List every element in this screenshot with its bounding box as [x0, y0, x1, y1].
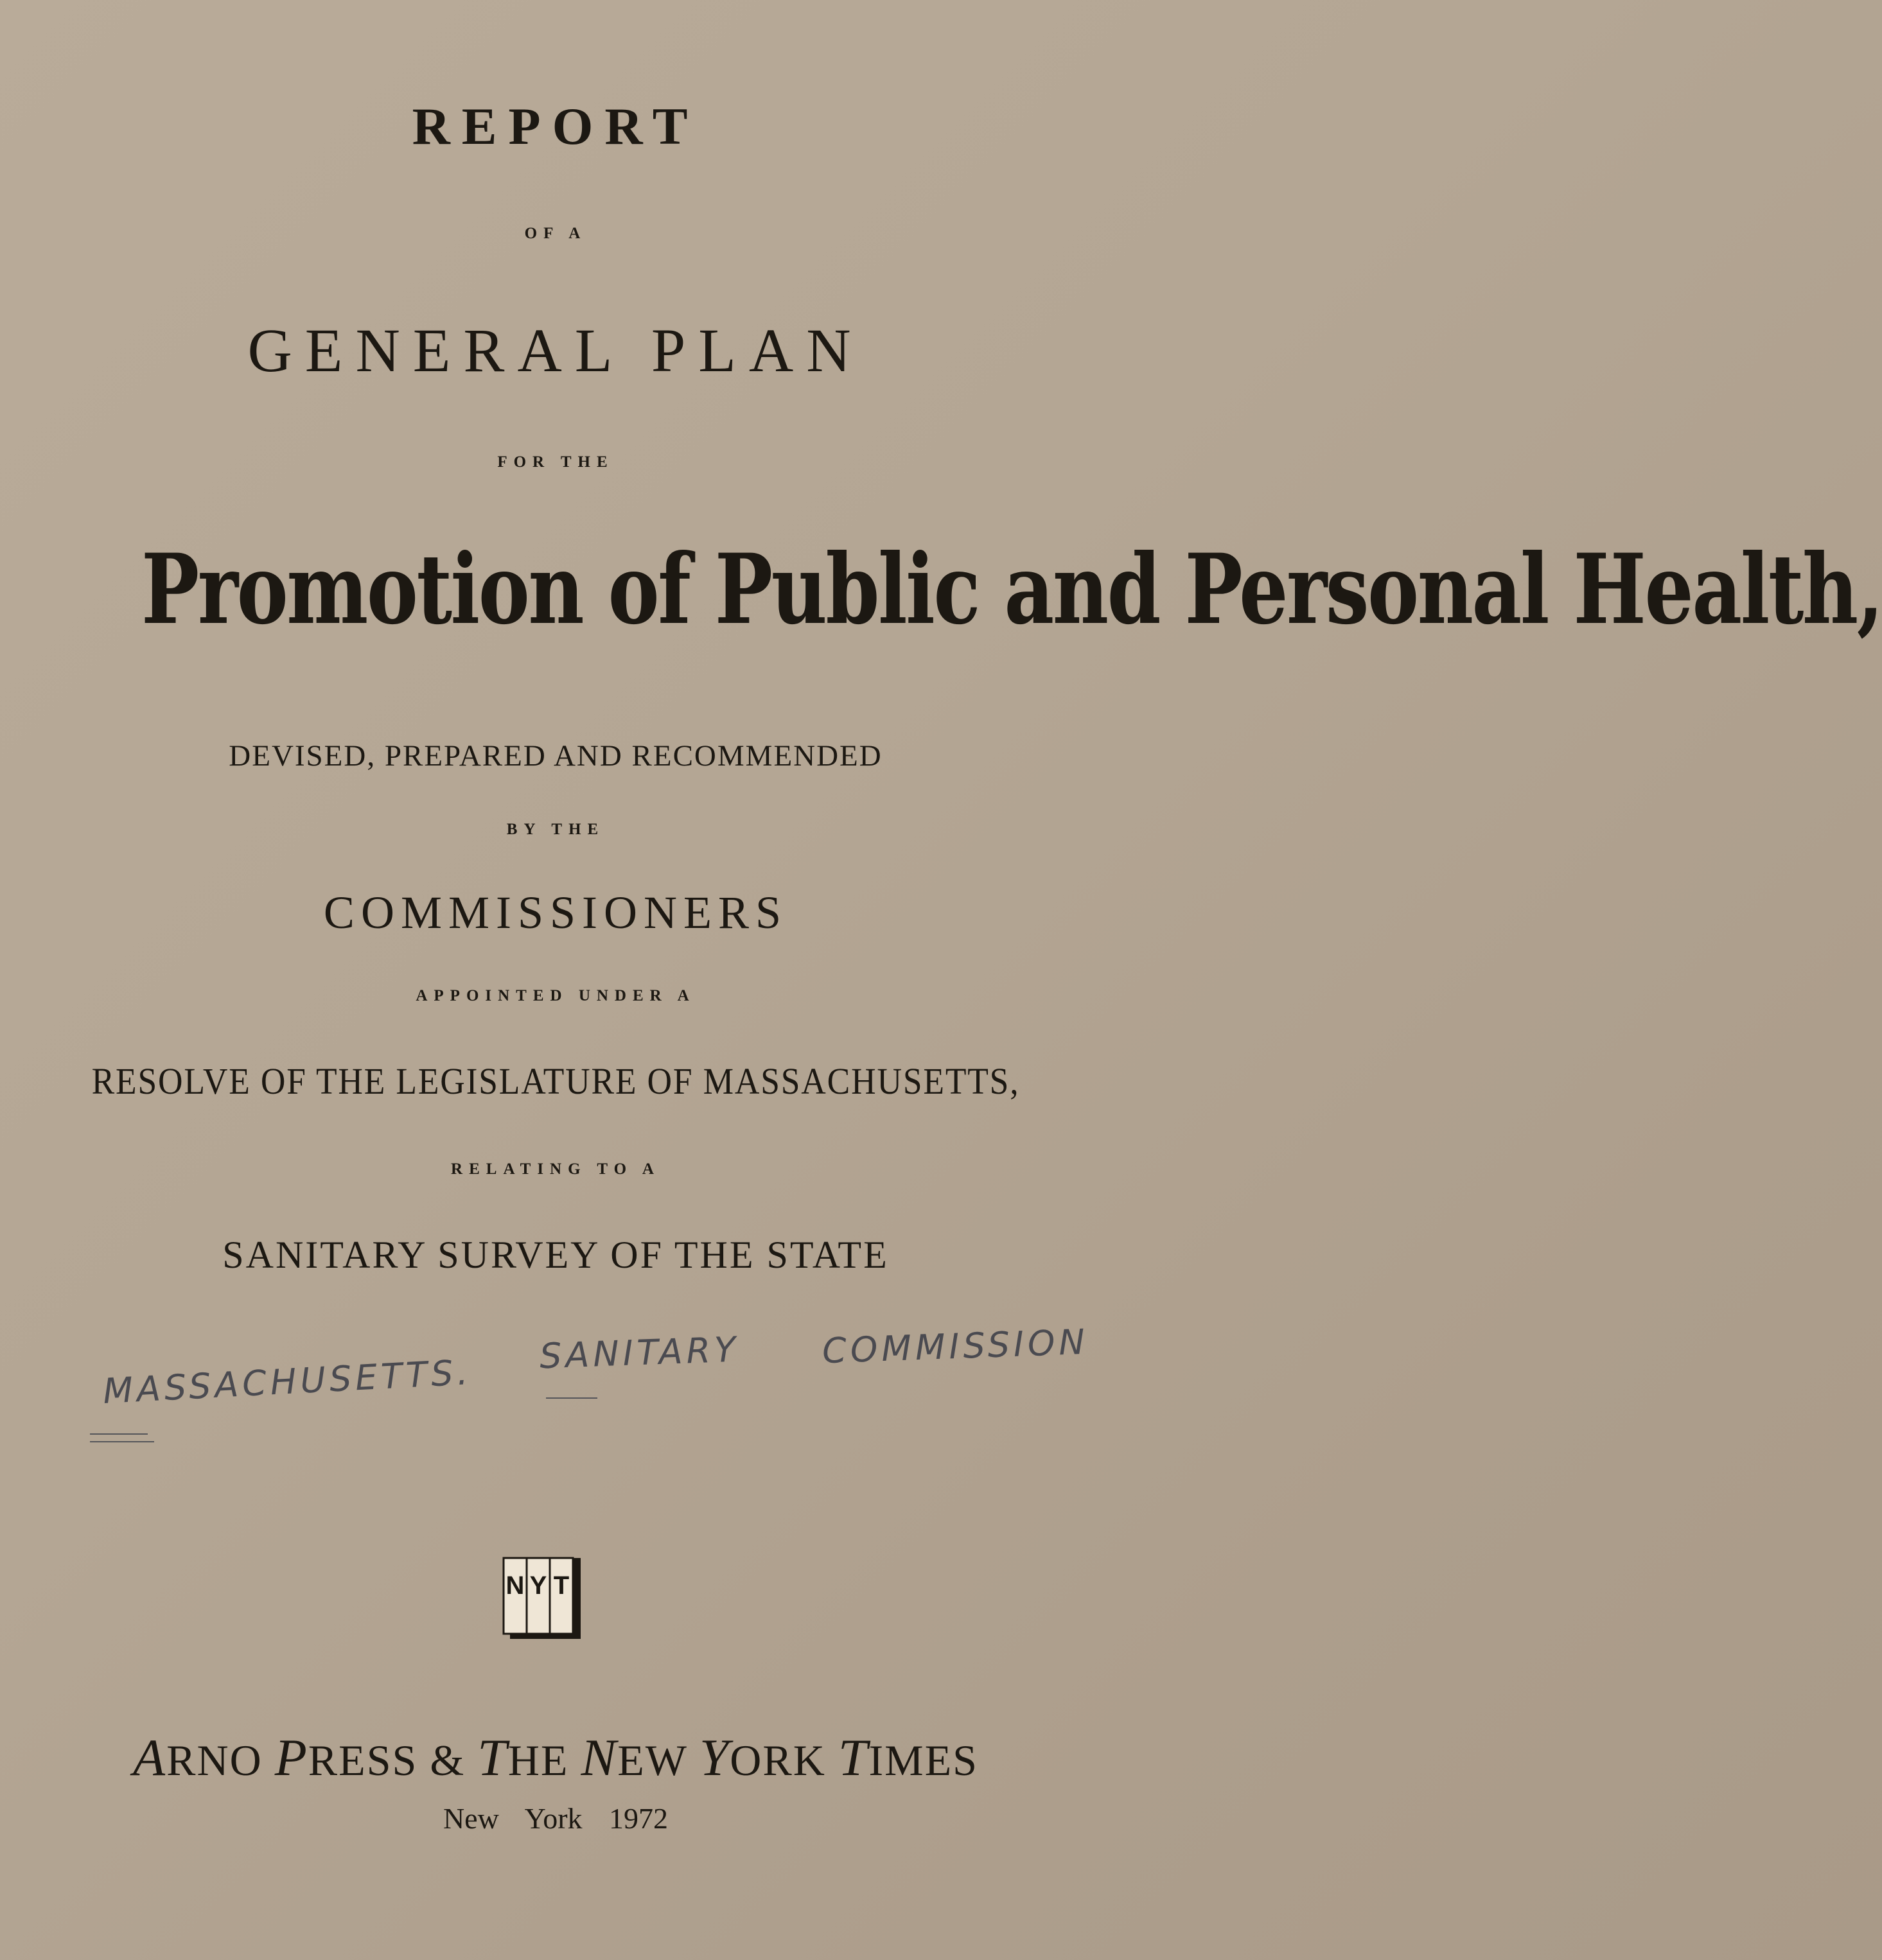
handwritten-underline-1: [90, 1433, 148, 1435]
for-the-text: FOR THE: [497, 453, 614, 471]
publisher-cap-n: N: [581, 1728, 618, 1787]
handwritten-sanitary: SANITARY: [538, 1329, 741, 1377]
handwritten-massachusetts: MASSACHUSETTS.: [101, 1352, 473, 1412]
handwritten-underline-3: [546, 1397, 597, 1399]
logo-letter-n: N: [506, 1571, 525, 1600]
nyt-logo-icon: [501, 1557, 591, 1647]
report-heading: REPORT: [412, 97, 699, 155]
imprint-year: 1972: [609, 1802, 669, 1835]
relating-text: RELATING TO A: [451, 1160, 660, 1178]
resolve-line: RESOLVE OF THE LEGISLATURE OF MASSACHUSETTS,: [91, 1060, 1020, 1102]
publisher-cap-p: P: [274, 1728, 308, 1787]
of-a-text: OF A: [524, 225, 587, 242]
publisher-text-n: EW: [617, 1736, 699, 1785]
publisher-text-y: ORK: [730, 1736, 838, 1785]
publisher-line: [0, 1728, 1111, 1788]
handwritten-underline-2: [90, 1441, 154, 1442]
devised-line: DEVISED, PREPARED AND RECOMMENDED: [229, 739, 883, 773]
imprint-city-year: [0, 1801, 1111, 1835]
publisher-text-a: RNO: [166, 1736, 275, 1785]
publisher-cap-y: Y: [699, 1728, 730, 1787]
general-plan-heading: GENERAL PLAN: [247, 316, 864, 385]
subject-title: Promotion of Public and Personal Health,: [141, 533, 1882, 646]
appointed-text: APPOINTED UNDER A: [416, 987, 696, 1004]
publisher-text-t2: IMES: [868, 1736, 978, 1785]
publisher-text-t: HE: [507, 1736, 581, 1785]
logo-letter-t: T: [553, 1571, 570, 1600]
publisher-cap-t2: T: [838, 1728, 869, 1787]
publisher-cap-a: A: [133, 1728, 167, 1787]
logo-letter-y: Y: [529, 1571, 547, 1600]
survey-line: SANITARY SURVEY OF THE STATE: [222, 1234, 889, 1276]
publisher-text-p: RESS &: [308, 1736, 478, 1785]
handwritten-commission: COMMISSION: [822, 1321, 1089, 1372]
commissioners-heading: COMMISSIONERS: [323, 887, 788, 938]
publisher-cap-t: T: [477, 1728, 508, 1787]
by-the-text: BY THE: [506, 821, 605, 838]
imprint-city: New York: [443, 1802, 583, 1835]
